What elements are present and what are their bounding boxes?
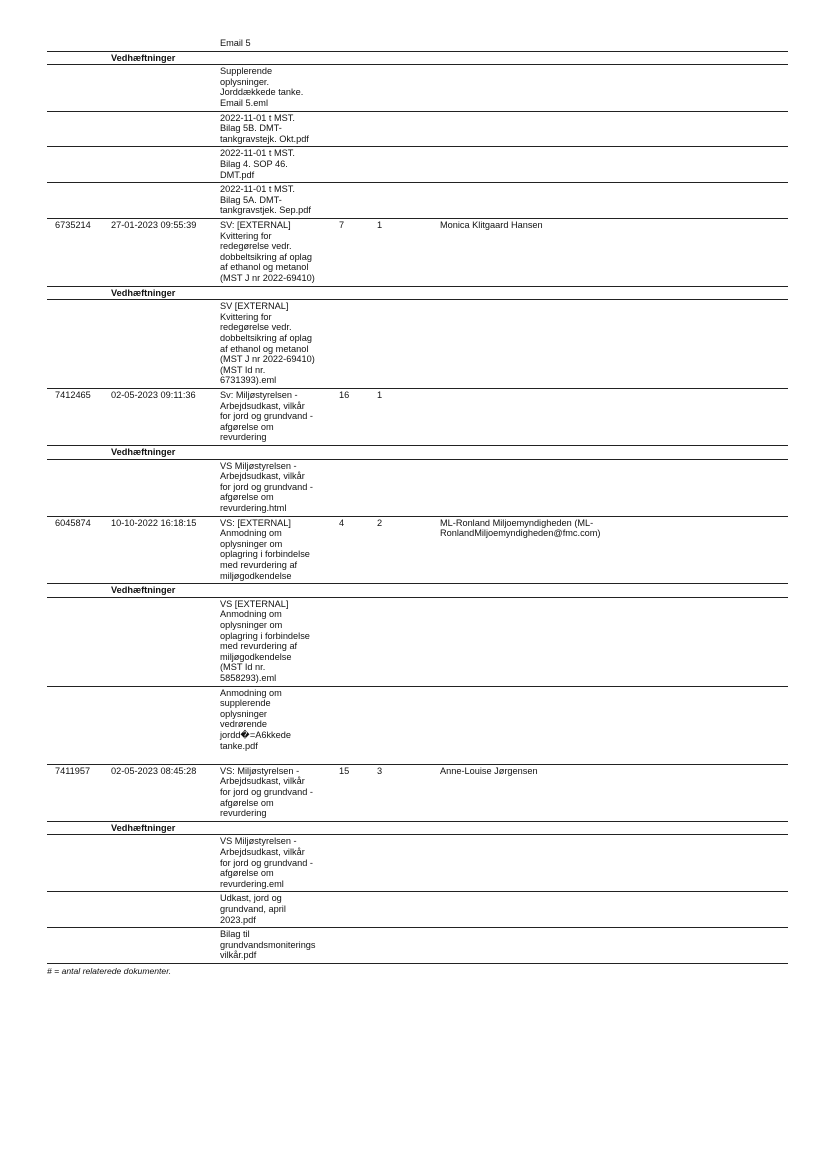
attachment-filename: 2022-11-01 t MST. Bilag 5B. DMT- tankgravstejk. Okt.pdf (220, 112, 309, 144)
attachment-filename: VS Miljøstyrelsen - Arbejdsudkast, vilkår for jord og grundvand - afgørelse om revurdering.eml (220, 836, 313, 889)
document-row (47, 765, 788, 822)
document-title: Email 5 (220, 38, 251, 48)
attachment-row (47, 598, 788, 687)
attachment-count: 2 (377, 517, 383, 528)
attachment-row (47, 928, 788, 964)
attachments-header-row (47, 446, 788, 460)
attachment-filename: VS Miljøstyrelsen - Arbejdsudkast, vilkår for jord og grundvand - afgørelse om revurdering.html (220, 460, 313, 513)
document-title: VS: [EXTERNAL] Anmodning om oplysninger om oplagring i forbindelse med revurdering af miljøgodkendelse (220, 517, 310, 581)
attachment-row (47, 687, 788, 765)
attachment-filename: Bilag til grundvandsmoniterings vilkår.pdf (220, 929, 316, 961)
attachments-header-row (47, 287, 788, 301)
sender-name: ML-Ronland Miljoemyndigheden (ML- RonlandMiljoemyndigheden@fmc.com) (440, 517, 601, 539)
document-date: 27-01-2023 09:55:39 (111, 219, 197, 230)
attachments-label: Vedhæftninger (111, 52, 176, 63)
related-count: 16 (339, 389, 350, 400)
related-count: 7 (339, 219, 345, 230)
attachment-filename: 2022-11-01 t MST. Bilag 5A. DMT- tankgravstjek. Sep.pdf (220, 184, 311, 216)
document-title: Sv: Miljøstyrelsen - Arbejdsudkast, vilkår for jord og grundvand - afgørelse om revurdering (220, 389, 313, 443)
document-row (47, 219, 788, 287)
attachment-count: 1 (377, 219, 383, 230)
document-date: 02-05-2023 09:11:36 (111, 389, 196, 400)
document-id: 6045874 (55, 517, 91, 528)
attachments-label: Vedhæftninger (111, 585, 176, 596)
attachments-label: Vedhæftninger (111, 287, 176, 298)
document-row (47, 517, 788, 585)
sender-name: Anne-Louise Jørgensen (440, 765, 538, 776)
attachment-filename: SV [EXTERNAL] Kvittering for redegørelse vedr. dobbeltsikring af oplag af ethanol og metanol (MST J nr 2022-69410) (MST Id nr. 6731393).eml (220, 301, 315, 386)
attachments-header-row (47, 584, 788, 598)
document-row (47, 389, 788, 446)
footnote: # = antal relaterede dokumenter. (47, 966, 172, 976)
attachments-header-row (47, 52, 788, 66)
attachment-filename: 2022-11-01 t MST. Bilag 4. SOP 46. DMT.pdf (220, 148, 295, 180)
document-title: SV: [EXTERNAL] Kvittering for redegørelse vedr. dobbeltsikring af oplag af ethanol og metanol (MST J nr 2022-69410) (220, 219, 315, 283)
attachments-label: Vedhæftninger (111, 446, 176, 457)
attachment-filename: Anmodning om supplerende oplysninger vedrørende jordd�=A6kkede tanke.pdf (220, 687, 291, 751)
sender-name: Monica Klitgaard Hansen (440, 219, 543, 230)
attachment-filename: Supplerende oplysninger. Jorddækkede tanke. Email 5.eml (220, 66, 304, 108)
related-count: 15 (339, 765, 350, 776)
document-id: 7411957 (55, 765, 91, 776)
attachment-count: 1 (377, 389, 383, 400)
attachment-row (47, 835, 788, 892)
attachment-filename: VS [EXTERNAL] Anmodning om oplysninger om oplagring i forbindelse med revurdering af miljøgodkendelse (MST Id nr. 5858293).eml (220, 598, 310, 683)
document-id: 7412465 (55, 389, 91, 400)
attachment-row (47, 112, 788, 148)
related-count: 4 (339, 517, 345, 528)
attachment-row (47, 300, 788, 389)
document-title: VS: Miljøstyrelsen - Arbejdsudkast, vilkår for jord og grundvand - afgørelse om revurdering (220, 765, 313, 819)
attachment-row (47, 65, 788, 111)
document-id: 6735214 (55, 219, 91, 230)
attachment-count: 3 (377, 765, 383, 776)
attachments-header-row (47, 822, 788, 836)
attachment-row (47, 460, 788, 517)
attachment-row (47, 183, 788, 219)
document-date: 02-05-2023 08:45:28 (111, 765, 197, 776)
attachment-filename: Udkast, jord og grundvand, april 2023.pdf (220, 893, 286, 925)
document-row (47, 37, 788, 52)
document-date: 10-10-2022 16:18:15 (111, 517, 197, 528)
attachments-label: Vedhæftninger (111, 822, 176, 833)
attachment-row (47, 147, 788, 183)
attachment-row (47, 892, 788, 928)
document-table (47, 37, 788, 964)
